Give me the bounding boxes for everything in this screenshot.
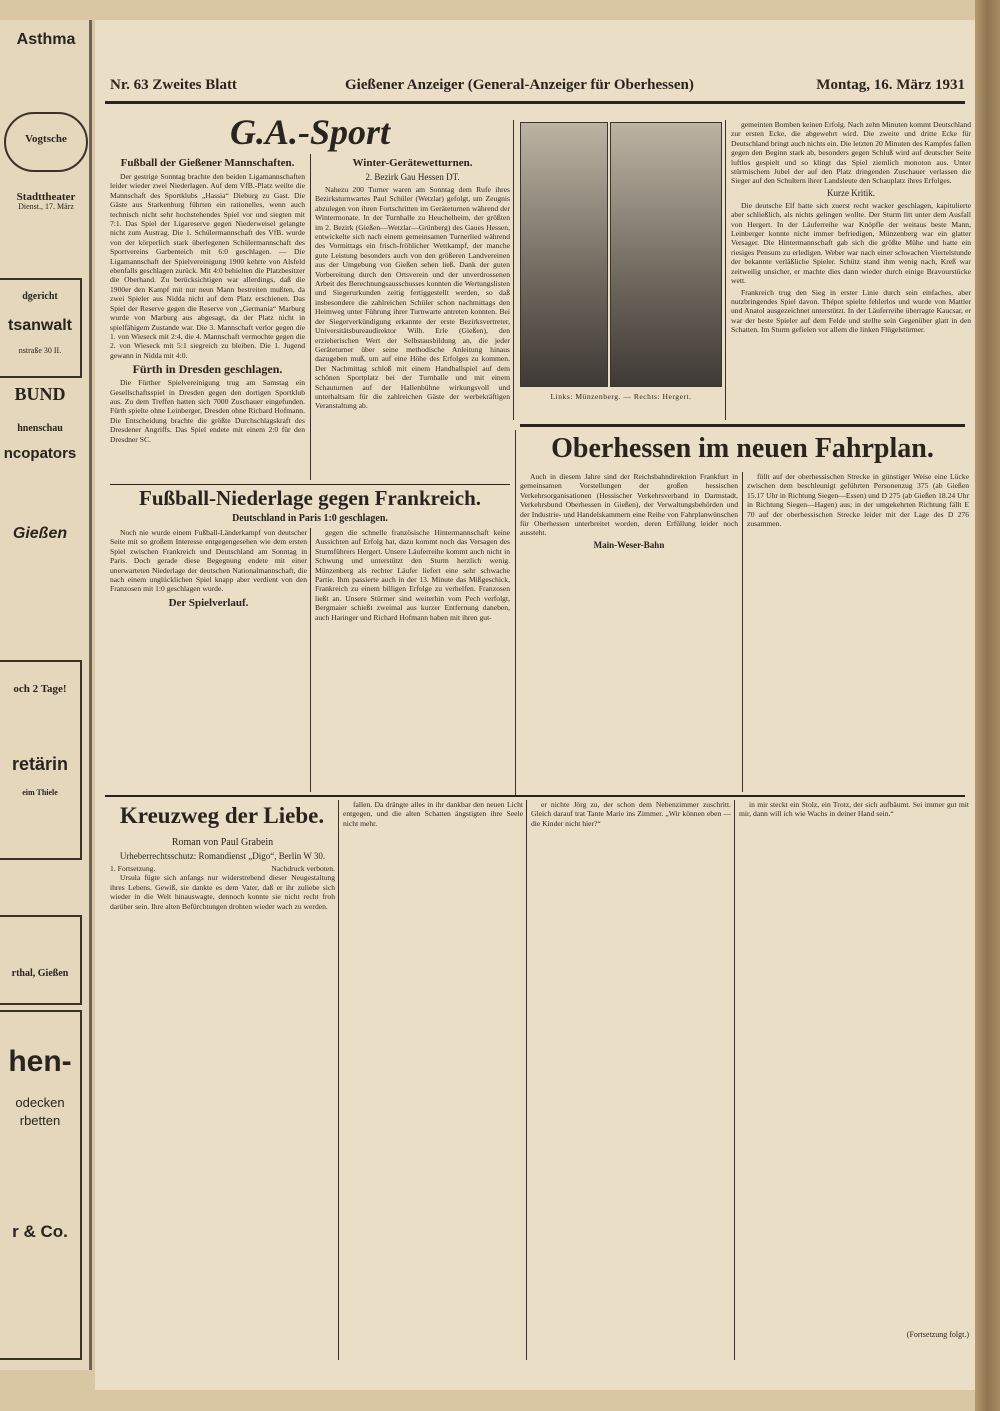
ad-rechtsanwalt: dgericht tsanwalt nstraße 30 II. xyxy=(0,278,82,378)
ad-co: hen- odecken rbetten r & Co. xyxy=(0,1010,82,1360)
match-report-continued: gemeinten Bomben keinen Erfolg. Nach zehn Minuten kommt Deutschland zur ersten Ecke, die abgewehrt wird. Die zweite und dritte Ecke für Deutschland bringt auch nichts ein. Die letzten 20 Minuten des Kampfes fallen gegen den Beginn stark ab, besonders gegen Schluß wird auf deutscher Seite luftlos gespielt und so klingt das Spiel ziemlich monoton aus. Unter stürmischem Jubel der auf den Platz dringenden Zuschauer verlassen die Sieger auf den Schultern ihrer Landsleute den Schauplatz ihres Erfolges. Kurze Kritik. Die deutsche Elf hatte sich zuerst recht wacker geschlagen, kapitulierte aber schließlich, als nichts gelingen wollte. Der Sturm litt unter dem Ausfall von Hergert. In der Läuferreihe war Knöpfle der weitaus beste Mann, Leinberger konnte nicht immer befriedigen, Münzenberg war ein glatter Versager. Die Hintermannschaft gab sich die größte Mühe und hatte ein riesiges Pensum zu erledigen. Weber war nach einer schwachen Viertelstunde der bekannte verläßliche Spieler. Schütz stand ihm wenig nach, Kreß war zeitweilig unsicher, er machte dies dann wieder durch einige Bravourstücke wett. Frankreich trug den Sieg in erster Linie durch sein einfaches, aber nutzbringendes Spiel davon. Thépot spielte fehlerlos und wurde von Mattler und Anatol ausgezeichnet unterstützt. In der Läuferreihe überragte Kaucsar, er war der beste Spieler auf dem Felde und stellte sein Gegenüber glatt in den Schatten. Im Sturm gefielen vor allem die linken Flügelstürmer. xyxy=(731,120,971,335)
photo-hergert xyxy=(610,122,722,387)
france-col-2: gegen die schnelle französische Hintermannschaft keine Aussichten auf Erfolg hat, dazu kommt noch das Versagen des Sturmführers Hergert. Unsere Läuferreihe kommt auch nicht in Schwung und unterstützt den Sturm herzlich wenig. Münzenberg als rechter Läufer liefert eine sehr schwache Partie. Ihm passierte auch in der 13. Minute das Mißgeschick, Frankreich zu einem billigen Erfolge zu verhelfen. Franzosen ließt an. Unsere Stürmer sind weiterhin vom Pech verfolgt, Bergmaier schießt zweimal aus kurzer Entfernung daneben, auch Haringer und Richard Hofmann haben mit ihren gut- xyxy=(315,528,510,622)
ad-vogtsche: Vogtsche xyxy=(4,112,88,172)
section-rule xyxy=(110,484,510,485)
installment-label: 1. Fortsetzung. xyxy=(110,864,156,873)
column-divider xyxy=(515,430,516,795)
ad-stadttheater: Stadttheater Dienst., 17. März xyxy=(16,191,76,211)
article-giessen-teams: Fußball der Gießener Mannschaften. Der gestrige Sonntag brachte den beiden Ligamannschaften leider wieder zwei Niederlagen. Auf dem VfB.-Platz weilte die Mannschaft des Sportklubs „Hassia“ Dieburg zu Gast. Die Gäste aus Starkenburg führten ein rationelles, wenn auch technisch nicht sehr hochstehendes Spiel vor und siegten mit 7:1. Das Spiel der Ligareserve gegen Niederweisel gelangte nicht zum Austrag. Die 1. Schülermannschaft des VfB. wurde von der körperlich stark überlegenen Schülermannschaft des Sportvereins Garbenteich mit 6:0 geschlagen. — Die Ligamannschaft der Spielvereinigung 1900 kehrte von Alsfeld ebenfalls geschlagen zurück. Mit 4:0 behielten die Platzbesitzer die Oberhand. Zu berücksichtigen war allerdings, daß die 1900er den Kampf mit nur neun Mann bestreiten mußten, da zwei Spieler aus Nidda nicht auf dem Platz erschienen. Das Spiel der Reserve gegen die Reserve von „Germania“ Marburg wurde von Marburg aus abgesagt, da der Platz nicht in spielfähigem Zustande war. Die 3. Mannschaft verlor gegen die 1. von Wieseck mit 2:4, die 4. Mannschaft vermochte gegen die 2. von Wieseck mit 5:1 siegreich zu bleiben. Die 1. Jugend gewann in Nidda mit 4:0. Fürth in Dresden geschlagen. Die Fürther Spielvereinigung trug am Samstag ein Gesellschaftsspiel in Dresden gegen den dortigen Sportklub aus. Zu dem Treffen hatten sich 7000 Zuschauer eingefunden. Fürth spielte ohne Leinberger, Dresden ohne Richard Hofmann. Die Entscheidung brachte die größte Durchschlagskraft des Dresdener Angriffs. Das Spiel endete mit einem 2:0 für den Dresdner SC. xyxy=(110,157,305,444)
photo-muenzenberg xyxy=(520,122,608,387)
issue-number: Nr. 63 Zweites Blatt xyxy=(110,77,237,93)
novel-col-2: fallen. Da drängte alles in ihr dankbar den neuen Licht entgegen, und die alten Schatten ängstigten ihre Seele nicht mehr. xyxy=(343,800,523,828)
header-rule xyxy=(105,101,965,104)
column-divider xyxy=(742,472,743,792)
france-subheadline: Deutschland in Paris 1:0 geschlagen. xyxy=(232,513,388,524)
reprint-notice: Nachdruck verboten. xyxy=(271,864,335,873)
article-geraetewetturnen: Winter-Gerätewetturnen. 2. Bezirk Gau Hessen DT. Nahezu 200 Turner waren am Sonntag dem Rufe ihres Bezirksturnwartes Paul Schüler (Wetzlar) gefolgt, um Zeugnis abzulegen von ihren Fortschritten im Geräteturnen während der Wintermonate. In der Turnhalle zu Heuchelheim, der größten im 2. Bezirk (Gießen—Wetzlar—Grünberg) des Gaues Hessen, entwickelte sich nach einem gemeinsamen Turnerlied während des Vormittags ein frisch-fröhlicher Wettkampf, der manche gute Leistung besonders auch von den größeren Landvereinen aus der Umgebung von Gießen sehen ließ. Dank der guten Vorbereitung durch den Ortsverein und der unverdrossenen Arbeit des Berechnungsausschusses konnten die Wertungslisten und Siegerurkunden zeitig fertiggestellt werden, so daß insbesondere die zahlreichen Schüler schon nachmittags den Heimweg unter Führung ihrer Turnwarte antreten konnten. Bei der Siegerverkündigung erkannte der erste Bezirksvertreter, Universitätsbureaudirektor Wilh. Erle (Gießen), den erzieherischen Wert der Selbstausbildung an, die jeder Geräteturner über seine methodische Anleitung hinaus dazugeben muß, um auf eine Höhe des Erfolges zu kommen. Der Nachmittag schloß mit einem Handballspiel auf dem schönen Sportplatz bei der Turnhalle und mit einem Schauturnen auf der Hallenbühne wirkungsvoll und unterhaltsam für die zahlreichen Gäste der werbekräftigen Veranstaltung ab. xyxy=(315,157,510,411)
column-divider xyxy=(310,154,311,480)
oberhessen-col-1: Auch in diesem Jahre sind der Reichsbahndirektion Frankfurt in gemeinsamen Vorstellungen der großen hessischen Verkehrsorganisationen (Hessischer Verkehrsverband in Darmstadt, Verkehrsbund Oberhessen in Gießen), der Verwaltungsbehörden und der Industrie- und Handelskammern eine Reihe von Fahrplanwünschen für Oberhessen unterbreitet worden, deren Erfüllung leider noch aussteht. Main-Weser-Bahn xyxy=(520,472,738,550)
novel-title: Kreuzweg der Liebe. xyxy=(119,803,325,828)
column-divider xyxy=(526,800,527,1360)
novel-col-3: er nichte Jörg zu, der schon dem Nebenzimmer zuschritt. Gleich darauf trat Tante Marie ins Zimmer. „Wir können eben — die Kinder nicht hier?“ xyxy=(531,800,731,828)
photo-caption: Links: Münzenberg. — Rechts: Hergert. xyxy=(550,392,692,401)
to-be-continued: (Fortsetzung folgt.) xyxy=(906,1330,969,1339)
ad-cinema: och 2 Tage! retärin eim Thiele xyxy=(0,660,82,860)
issue-date: Montag, 16. März 1931 xyxy=(816,77,965,93)
newspaper-page xyxy=(95,20,975,1390)
france-col-1: Noch nie wurde einem Fußball-Länderkampf von deutscher Seite mit so großem Interesse entgegengesehen wie dem ersten Spiel zwischen Frankreich und Deutschland am Sonntag in Paris. Doch gerade diese Begegnung endete mit einer unerwarteten Niederlage der deutschen Nationalmannschaft, die nach einem unglücklichen Spiel knapp aber verdient von den Franzosen mit 1:0 geschlagen wurde. Der Spielverlauf. xyxy=(110,528,307,609)
novel-col-4: in mir steckt ein Stolz, ein Trotz, der sich aufbäumt. Sei immer gut mit mir, dann will ich wie Wachs in deiner Hand sein.“ xyxy=(739,800,969,819)
column-divider xyxy=(725,120,726,420)
column-divider xyxy=(338,800,339,1360)
ad-bund-concert: BUND hnenschau ncopators Gießen xyxy=(3,384,77,542)
section-rule xyxy=(105,795,965,797)
column-divider xyxy=(310,528,311,792)
column-divider xyxy=(513,120,514,420)
france-headline: Fußball-Niederlage gegen Frankreich. xyxy=(139,486,481,510)
page-binding xyxy=(975,0,1000,1411)
masthead: Gießener Anzeiger (General-Anzeiger für Oberhessen) xyxy=(345,77,694,93)
column-divider xyxy=(734,800,735,1360)
oberhessen-col-2: füllt auf der oberhessischen Strecke in günstiger Weise eine Lücke zwischen dem beschleunigt geführten Personenzug 375 (ab Gießen 15.17 Uhr in Richtung Siegen—Essen) und D 275 (ab Gießen 18.24 Uhr in Richtung Siegen—Hagen) aus; in der umgekehrten Richtung fällt E 70 auf der oberhessischen Strecke leider mit der Lage des D 276 zusammen. xyxy=(747,472,969,529)
ad-weinhandlung: rthal, Gießen xyxy=(0,915,82,1005)
section-rule xyxy=(520,424,965,427)
adjacent-page-ads xyxy=(0,20,92,1370)
ad-asthma: Asthma xyxy=(16,31,76,48)
sport-title: G.A.-Sport xyxy=(229,112,391,152)
novel-col-1: Roman von Paul Grabein Urheberrechtsschutz: Romandienst „Digo“, Berlin W 30. 1. Fortsetzung. Nachdruck verboten. Ursula fügte sich anfangs nur widerstrebend dieser Neugestaltung ihres Lebens. Gewiß, sie dankte es dem Vater, daß er ihr zuliebe sich wieder in die Welt hinauswagte, dennoch konnte sie nicht recht froh darüber sein. Ihre alten Befürchtungen drohten wieder wach zu werden. xyxy=(110,837,335,911)
oberhessen-headline: Oberhessen im neuen Fahrplan. xyxy=(551,433,934,464)
